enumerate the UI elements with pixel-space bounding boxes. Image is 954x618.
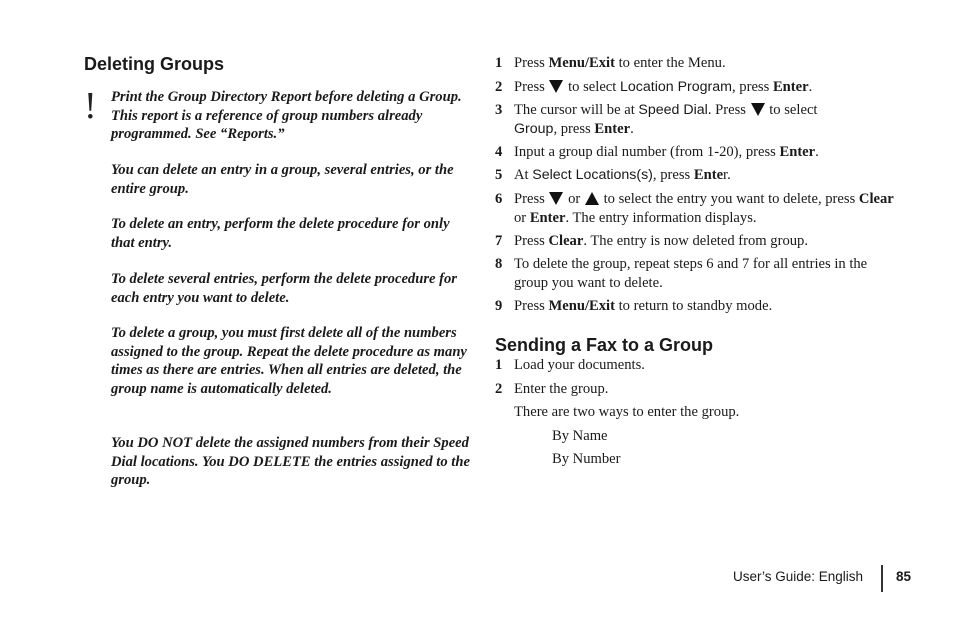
step-item: 8 To delete the group, repeat steps 6 and 7 for all entries in the group you want to delete. <box>495 256 868 291</box>
step-number: 3 <box>495 102 503 118</box>
step-item: 2 Enter the group. <box>495 381 609 397</box>
note-paragraph: Print the Group Directory Report before deleting a Group. This report is a reference of group numbers already programmed. See “Reports.” <box>111 89 462 142</box>
step-item: 2 Press to select Location Program, press Enter. <box>495 79 813 95</box>
step-item: 6 Press or to select the entry you want to delete, press Clear or Enter. The entry information displays. <box>495 191 894 226</box>
note-paragraph: You DO NOT delete the assigned numbers from their Speed Dial locations. You DO DELETE the entries assigned to the group. <box>111 435 470 488</box>
step-number: 4 <box>495 144 503 160</box>
step-number: 8 <box>495 256 503 272</box>
section-heading-sending-fax: Sending a Fax to a Group <box>495 335 714 355</box>
exclamation-icon: ! <box>84 85 97 127</box>
step-item: 7 Press Clear. The entry is now deleted from group. <box>495 233 808 249</box>
step-number: 7 <box>495 233 503 249</box>
step-item: 5 At Select Locations(s), press Enter. <box>495 167 731 183</box>
step-item: 9 Press Menu/Exit to return to standby mode. <box>495 298 773 314</box>
note-paragraph: To delete several entries, perform the delete procedure for each entry you want to delete. <box>111 271 457 306</box>
step-number: 2 <box>495 79 503 95</box>
footer-guide-label: User’s Guide: English <box>733 569 864 584</box>
step-item: 4 Input a group dial number (from 1-20), press Enter. <box>495 144 819 160</box>
note-paragraph: To delete a group, you must first delete all of the numbers assigned to the group. Repeat the delete procedure as many times as there are entries. When all entries are deleted, the group name is automatically deleted. <box>111 325 467 397</box>
step-number: 1 <box>495 357 503 373</box>
step-number: 6 <box>495 191 503 207</box>
step-item: 1 Press Menu/Exit to enter the Menu. <box>495 55 726 71</box>
section-heading-deleting-groups: Deleting Groups <box>84 54 225 74</box>
step-item: 1 Load your documents. <box>495 357 645 373</box>
note-paragraph: You can delete an entry in a group, several entries, or the entire group. <box>111 162 454 197</box>
down-triangle-icon <box>549 80 563 93</box>
down-triangle-icon <box>549 192 563 205</box>
note-paragraph: To delete an entry, perform the delete procedure for only that entry. <box>111 216 450 251</box>
step-item: 3 The cursor will be at Speed Dial. Press to select Group, press Enter. <box>495 102 818 137</box>
step-number: 9 <box>495 298 503 314</box>
up-triangle-icon <box>585 192 599 205</box>
page-number: 85 <box>896 569 912 584</box>
option-by-name: By Name <box>552 428 608 444</box>
option-by-number: By Number <box>552 451 621 467</box>
footer-divider <box>881 565 883 592</box>
step-number: 2 <box>495 381 503 397</box>
step-number: 5 <box>495 167 503 183</box>
down-triangle-icon <box>751 103 765 116</box>
instruction-text: There are two ways to enter the group. <box>514 404 740 420</box>
step-number: 1 <box>495 55 503 71</box>
